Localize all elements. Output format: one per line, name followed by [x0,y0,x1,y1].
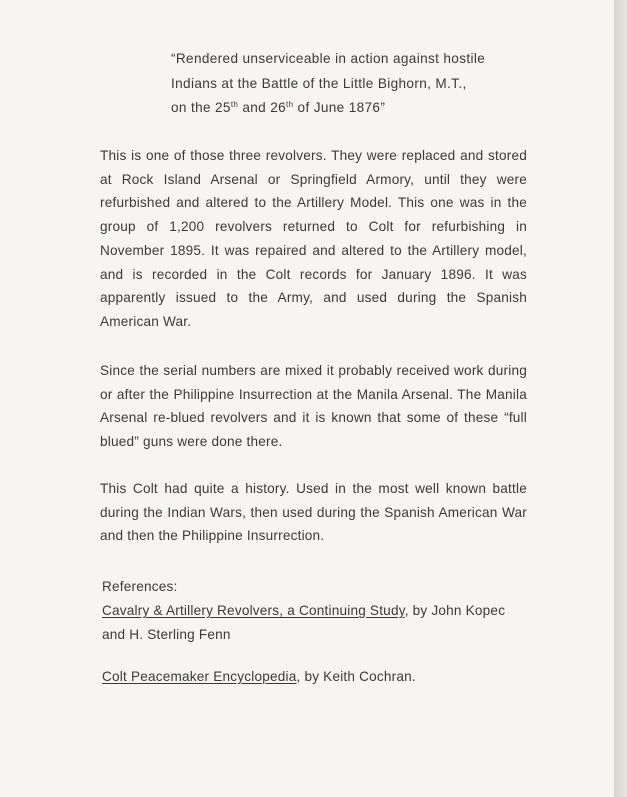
quote-text: on the 25 [171,100,231,115]
quote-line-2: Indians at the Battle of the Little Bighorn, M.T., [171,75,467,91]
reference-title: Cavalry & Artillery Revolvers, a Continuing Study [102,603,405,618]
reference-authors: , by John Kopec and H. Sterling Fenn [102,603,506,642]
quote-line-1: “Rendered unserviceable in action against hostile [171,51,486,66]
block-quote [171,47,531,121]
quote-text: and 26 [238,100,287,115]
superscript: th [286,100,294,109]
reference-item [102,665,532,689]
paragraph-history: This is one of those three revolvers. They were replaced and stored at Rock Island Arsenal or Springfield Armory, until they were refurbished and altered to the Artillery Model. This one was in the group of 1,200 revolvers returned to Colt for refurbishing in November 1895. It was repaired and altered to the Artillery model, and is recorded in the Colt records for January 1896. It was apparently issued to the Army, and used during the Spanish American War. [100,148,527,329]
page-edge [614,0,627,797]
reference-authors: , by Keith Cochran. [296,669,416,684]
quote-text: of June 1876” [293,100,386,115]
references-heading: References: [102,579,178,594]
superscript: th [230,100,239,109]
reference-title: Colt Peacemaker Encyclopedia [102,669,297,684]
paragraph-serial-numbers: Since the serial numbers are mixed it probably received work during or after the Philippine Insurrection at the Manila Arsenal. The Manila Arsenal re-blued revolvers and it is known that some of these “full blued” guns were done there. [100,363,527,450]
quote-line-3 [171,96,531,121]
paragraph-summary: This Colt had quite a history. Used in the most well known battle during the Indian Wars, then used during the Spanish American War and then the Philippine Insurrection. [100,481,527,544]
references-section [102,575,532,689]
reference-item [102,599,532,647]
